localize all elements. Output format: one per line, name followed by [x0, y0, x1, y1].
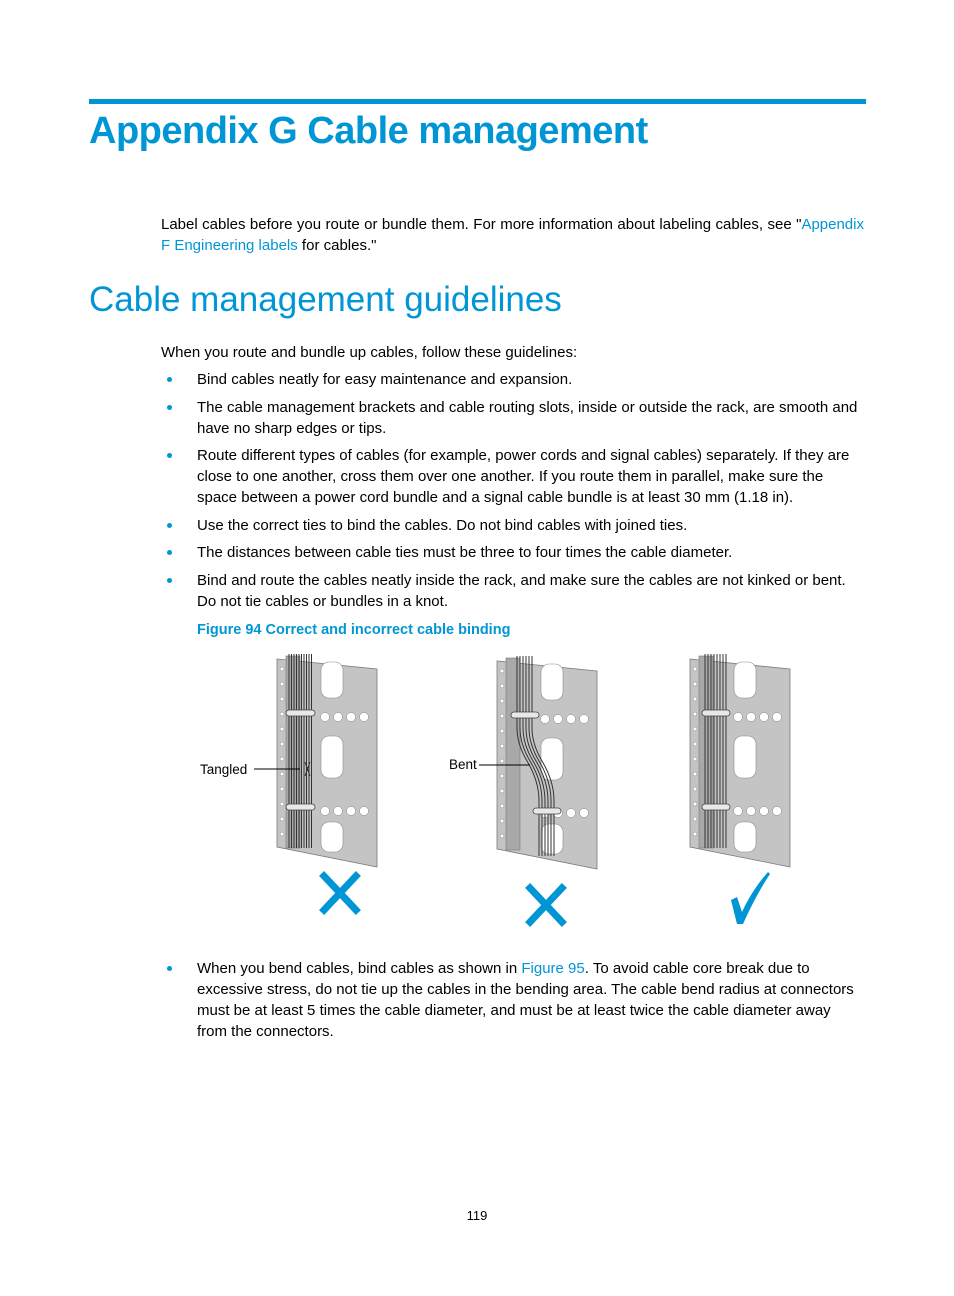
page-number: 119	[466, 1208, 488, 1223]
bullet-icon	[167, 578, 172, 583]
bullet-icon	[167, 523, 172, 528]
lead-paragraph: When you route and bundle up cables, follow these guidelines:	[161, 344, 578, 361]
rack-panel-correct	[690, 654, 790, 867]
heading-rule	[89, 99, 866, 104]
figure-95-link[interactable]: Figure 95	[521, 960, 585, 977]
bullet-icon	[167, 377, 172, 382]
bending-text-after: . To avoid cable core break due to excessive stress, do not tie up the cables in the bending area. The cable bend radius at connectors must be at least 5 times the cable diameter, and must be at least twice the cable diameter away from the connectors.	[197, 960, 854, 1040]
list-item	[161, 570, 864, 612]
list-item-text: The cable management brackets and cable routing slots, inside or outside the rack, are smooth and have no sharp edges or tips.	[197, 398, 858, 437]
appendix-f-link[interactable]: Appendix F Engineering labels	[161, 216, 864, 254]
rack-panel-bent	[497, 656, 597, 869]
section-title: Cable management guidelines	[89, 280, 562, 319]
guidelines-list	[161, 369, 864, 618]
bullet-icon	[167, 550, 172, 555]
cross-icon	[324, 876, 356, 910]
intro-paragraph	[161, 214, 864, 256]
check-icon	[731, 872, 770, 924]
list-item	[161, 958, 864, 1042]
list-item-text: The distances between cable ties must be three to four times the cable diameter.	[197, 544, 733, 561]
list-item	[161, 515, 864, 536]
label-tangled: Tangled	[200, 762, 248, 777]
intro-text-after: for cables."	[297, 237, 377, 254]
list-item-text: Route different types of cables (for example, power cords and signal cables) separately. If they are close to one another, cross them over one another. If you route them in parallel, make sure the space between a power cord bundle and a signal cable bundle is at least 30 mm (1.18 in).	[197, 447, 850, 506]
list-item-text: Use the correct ties to bind the cables. Do not bind cables with joined ties.	[197, 516, 688, 534]
list-item	[161, 369, 864, 390]
bullet-icon	[167, 453, 172, 458]
bullet-icon	[167, 966, 172, 971]
cable-binding-figure	[190, 650, 810, 940]
list-item	[161, 542, 864, 563]
label-bent: Bent	[449, 757, 477, 772]
bending-text-before: When you bend cables, bind cables as shown in	[197, 960, 522, 977]
rack-panel-tangled	[277, 654, 377, 867]
list-item	[161, 445, 864, 508]
page-title: Appendix G Cable management	[89, 110, 648, 152]
list-item	[161, 397, 864, 439]
intro-text-before: Label cables before you route or bundle them. For more information about labeling cables, see "	[161, 216, 802, 233]
bending-list	[161, 958, 864, 1042]
list-item-text: Bind and route the cables neatly inside the rack, and make sure the cables are not kinked or bent. Do not tie cables or bundles in a knot.	[197, 571, 846, 610]
bullet-icon	[167, 405, 172, 410]
cross-icon	[530, 888, 562, 922]
figure-caption: Figure 94 Correct and incorrect cable binding	[197, 622, 511, 638]
list-item-text: Bind cables neatly for easy maintenance and expansion.	[197, 371, 573, 388]
